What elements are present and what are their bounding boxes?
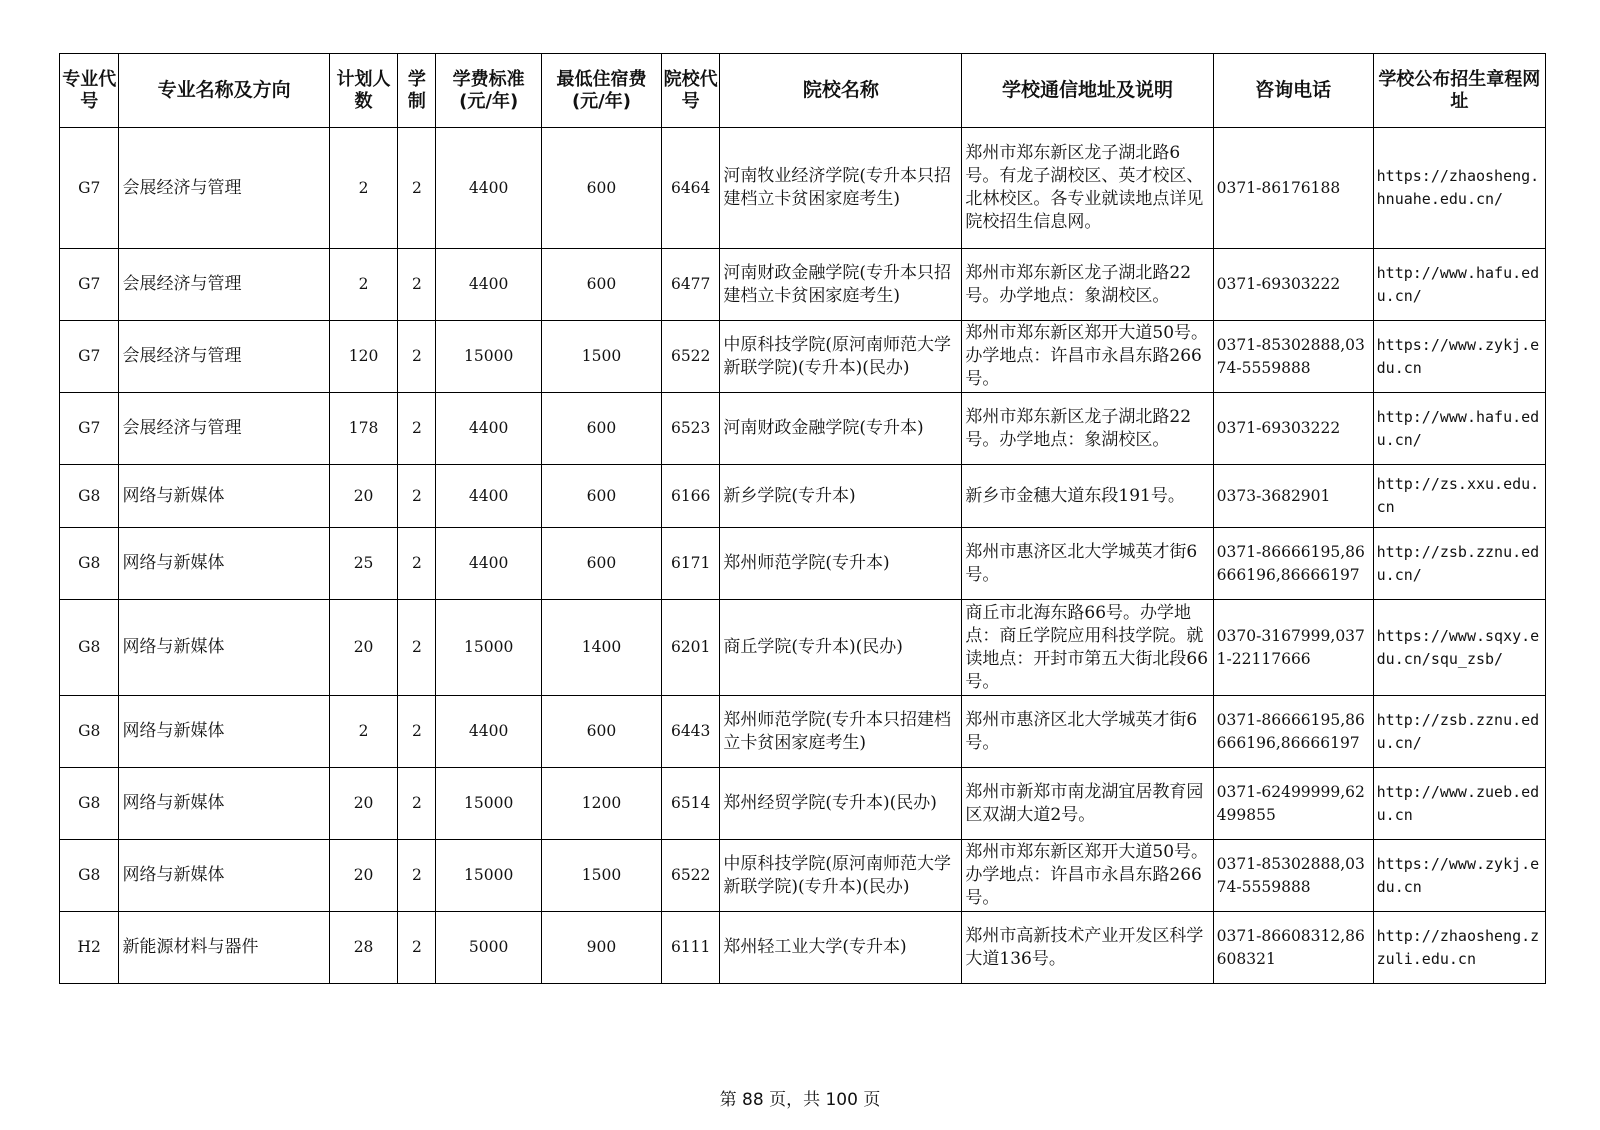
cell-tuition: 15000: [436, 600, 542, 696]
cell-school: 河南财政金融学院(专升本): [720, 393, 962, 465]
cell-address: 郑州市郑东新区郑开大道50号。办学地点：许昌市永昌东路266号。: [962, 321, 1213, 393]
cell-phone: 0371-69303222: [1213, 393, 1373, 465]
header-major: 专业名称及方向: [119, 54, 329, 128]
cell-tuition: 15000: [436, 840, 542, 912]
cell-major: 网络与新媒体: [119, 600, 329, 696]
cell-years: 2: [398, 696, 436, 768]
cell-school: 郑州经贸学院(专升本)(民办): [720, 768, 962, 840]
header-school: 院校名称: [720, 54, 962, 128]
cell-address: 郑州市郑东新区龙子湖北路22号。办学地点：象湖校区。: [962, 393, 1213, 465]
cell-tuition: 4400: [436, 696, 542, 768]
cell-school-code: 6443: [661, 696, 719, 768]
cell-school: 中原科技学院(原河南师范大学新联学院)(专升本)(民办): [720, 321, 962, 393]
cell-url: http://zhaosheng.zzuli.edu.cn: [1373, 912, 1545, 984]
table-row: [60, 393, 1546, 465]
cell-plan: 2: [329, 249, 398, 321]
cell-school: 郑州师范学院(专升本只招建档立卡贫困家庭考生): [720, 696, 962, 768]
table-row: [60, 840, 1546, 912]
cell-years: 2: [398, 249, 436, 321]
cell-school: 郑州轻工业大学(专升本): [720, 912, 962, 984]
table-row: [60, 249, 1546, 321]
cell-url: http://zs.xxu.edu.cn: [1373, 465, 1545, 528]
cell-plan: 20: [329, 600, 398, 696]
cell-code: G7: [60, 321, 119, 393]
cell-years: 2: [398, 840, 436, 912]
cell-tuition: 4400: [436, 393, 542, 465]
cell-code: G8: [60, 696, 119, 768]
cell-years: 2: [398, 768, 436, 840]
header-dorm: 最低住宿费(元/年): [541, 54, 661, 128]
cell-years: 2: [398, 600, 436, 696]
cell-school: 商丘学院(专升本)(民办): [720, 600, 962, 696]
cell-years: 2: [398, 321, 436, 393]
header-school-code: 院校代号: [661, 54, 719, 128]
cell-address: 郑州市新郑市南龙湖宜居教育园区双湖大道2号。: [962, 768, 1213, 840]
cell-plan: 28: [329, 912, 398, 984]
header-address: 学校通信地址及说明: [962, 54, 1213, 128]
table-row: [60, 600, 1546, 696]
cell-plan: 2: [329, 696, 398, 768]
cell-dorm: 600: [541, 696, 661, 768]
cell-school: 中原科技学院(原河南师范大学新联学院)(专升本)(民办): [720, 840, 962, 912]
cell-url: https://www.zykj.edu.cn: [1373, 840, 1545, 912]
cell-phone: 0371-85302888,0374-5559888: [1213, 321, 1373, 393]
header-url: 学校公布招生章程网址: [1373, 54, 1545, 128]
cell-school-code: 6522: [661, 321, 719, 393]
cell-school: 郑州师范学院(专升本): [720, 528, 962, 600]
cell-code: G8: [60, 840, 119, 912]
cell-phone: 0371-86176188: [1213, 128, 1373, 249]
cell-years: 2: [398, 393, 436, 465]
cell-major: 会展经济与管理: [119, 128, 329, 249]
cell-school: 河南牧业经济学院(专升本只招建档立卡贫困家庭考生): [720, 128, 962, 249]
cell-plan: 20: [329, 840, 398, 912]
cell-major: 网络与新媒体: [119, 840, 329, 912]
cell-url: http://zsb.zznu.edu.cn/: [1373, 528, 1545, 600]
cell-dorm: 1500: [541, 840, 661, 912]
cell-phone: 0371-69303222: [1213, 249, 1373, 321]
cell-code: G7: [60, 393, 119, 465]
cell-dorm: 1500: [541, 321, 661, 393]
table-row: [60, 768, 1546, 840]
cell-school-code: 6514: [661, 768, 719, 840]
header-years: 学制: [398, 54, 436, 128]
table-row: [60, 128, 1546, 249]
cell-school-code: 6111: [661, 912, 719, 984]
table-row: [60, 696, 1546, 768]
cell-address: 郑州市郑东新区郑开大道50号。办学地点：许昌市永昌东路266号。: [962, 840, 1213, 912]
cell-code: G7: [60, 249, 119, 321]
cell-phone: 0371-86666195,86666196,86666197: [1213, 696, 1373, 768]
table-row: [60, 465, 1546, 528]
cell-major: 网络与新媒体: [119, 696, 329, 768]
cell-url: https://www.sqxy.edu.cn/squ_zsb/: [1373, 600, 1545, 696]
cell-dorm: 600: [541, 393, 661, 465]
cell-dorm: 1400: [541, 600, 661, 696]
page-footer: 第 88 页，共 100 页: [719, 1090, 881, 1110]
cell-major: 新能源材料与器件: [119, 912, 329, 984]
cell-code: G7: [60, 128, 119, 249]
admissions-table: [59, 53, 1546, 984]
cell-school-code: 6201: [661, 600, 719, 696]
cell-url: https://zhaosheng.hnuahe.edu.cn/: [1373, 128, 1545, 249]
cell-code: H2: [60, 912, 119, 984]
cell-tuition: 5000: [436, 912, 542, 984]
cell-dorm: 1200: [541, 768, 661, 840]
cell-years: 2: [398, 128, 436, 249]
cell-dorm: 900: [541, 912, 661, 984]
cell-years: 2: [398, 465, 436, 528]
header-code: 专业代号: [60, 54, 119, 128]
cell-major: 会展经济与管理: [119, 321, 329, 393]
cell-code: G8: [60, 600, 119, 696]
header-phone: 咨询电话: [1213, 54, 1373, 128]
cell-dorm: 600: [541, 465, 661, 528]
cell-plan: 20: [329, 768, 398, 840]
cell-address: 郑州市郑东新区龙子湖北路22号。办学地点：象湖校区。: [962, 249, 1213, 321]
header-row: [60, 54, 1546, 128]
cell-years: 2: [398, 912, 436, 984]
table-row: [60, 912, 1546, 984]
cell-major: 网络与新媒体: [119, 528, 329, 600]
cell-plan: 20: [329, 465, 398, 528]
cell-code: G8: [60, 768, 119, 840]
cell-plan: 2: [329, 128, 398, 249]
cell-dorm: 600: [541, 249, 661, 321]
cell-tuition: 4400: [436, 128, 542, 249]
cell-tuition: 15000: [436, 768, 542, 840]
cell-code: G8: [60, 528, 119, 600]
cell-address: 郑州市惠济区北大学城英才街6号。: [962, 528, 1213, 600]
cell-plan: 178: [329, 393, 398, 465]
cell-url: http://www.zueb.edu.cn: [1373, 768, 1545, 840]
cell-tuition: 4400: [436, 528, 542, 600]
cell-url: http://zsb.zznu.edu.cn/: [1373, 696, 1545, 768]
cell-phone: 0371-62499999,62499855: [1213, 768, 1373, 840]
cell-dorm: 600: [541, 128, 661, 249]
cell-address: 郑州市惠济区北大学城英才街6号。: [962, 696, 1213, 768]
cell-major: 会展经济与管理: [119, 393, 329, 465]
cell-plan: 120: [329, 321, 398, 393]
cell-school-code: 6523: [661, 393, 719, 465]
cell-url: https://www.zykj.edu.cn: [1373, 321, 1545, 393]
table-row: [60, 528, 1546, 600]
cell-code: G8: [60, 465, 119, 528]
cell-major: 网络与新媒体: [119, 768, 329, 840]
cell-address: 郑州市高新技术产业开发区科学大道136号。: [962, 912, 1213, 984]
cell-plan: 25: [329, 528, 398, 600]
cell-tuition: 4400: [436, 249, 542, 321]
table-row: [60, 321, 1546, 393]
cell-school-code: 6464: [661, 128, 719, 249]
cell-tuition: 4400: [436, 465, 542, 528]
cell-address: 商丘市北海东路66号。办学地点：商丘学院应用科技学院。就读地点：开封市第五大街北段66号。: [962, 600, 1213, 696]
cell-dorm: 600: [541, 528, 661, 600]
cell-url: http://www.hafu.edu.cn/: [1373, 393, 1545, 465]
cell-major: 会展经济与管理: [119, 249, 329, 321]
cell-school-code: 6166: [661, 465, 719, 528]
cell-phone: 0373-3682901: [1213, 465, 1373, 528]
cell-major: 网络与新媒体: [119, 465, 329, 528]
cell-school-code: 6522: [661, 840, 719, 912]
cell-phone: 0370-3167999,0371-22117666: [1213, 600, 1373, 696]
cell-school: 河南财政金融学院(专升本只招建档立卡贫困家庭考生): [720, 249, 962, 321]
header-plan: 计划人数: [329, 54, 398, 128]
cell-address: 郑州市郑东新区龙子湖北路6号。有龙子湖校区、英才校区、北林校区。各专业就读地点详见院校招生信息网。: [962, 128, 1213, 249]
cell-school: 新乡学院(专升本): [720, 465, 962, 528]
header-tuition: 学费标准(元/年): [436, 54, 542, 128]
cell-phone: 0371-86608312,86608321: [1213, 912, 1373, 984]
cell-phone: 0371-85302888,0374-5559888: [1213, 840, 1373, 912]
cell-address: 新乡市金穗大道东段191号。: [962, 465, 1213, 528]
cell-years: 2: [398, 528, 436, 600]
cell-school-code: 6171: [661, 528, 719, 600]
cell-tuition: 15000: [436, 321, 542, 393]
cell-phone: 0371-86666195,86666196,86666197: [1213, 528, 1373, 600]
cell-school-code: 6477: [661, 249, 719, 321]
cell-url: http://www.hafu.edu.cn/: [1373, 249, 1545, 321]
